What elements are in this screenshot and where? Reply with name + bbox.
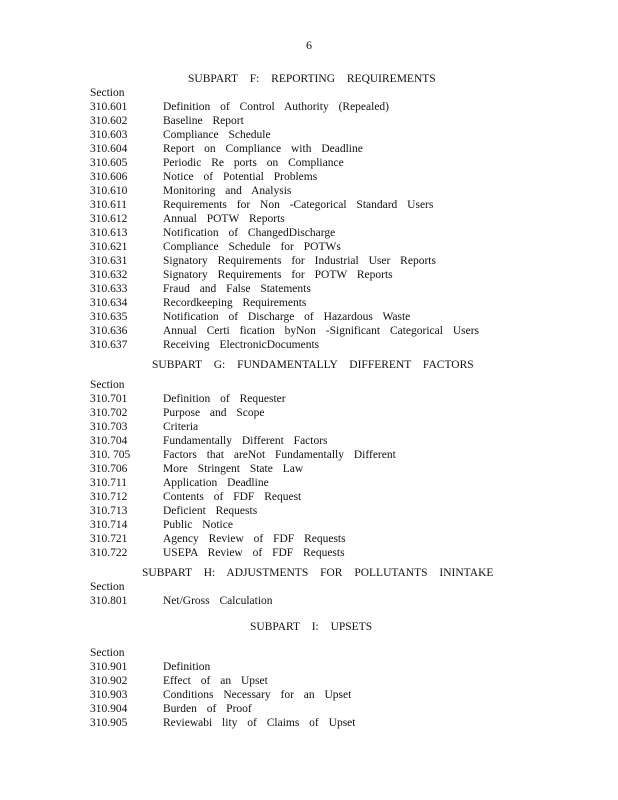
toc-entry	[90, 198, 510, 212]
section-title: Annual Certi fication byNon -Significant Categorical Users	[163, 325, 480, 337]
section-title: Application Deadline	[163, 477, 269, 489]
section-number: 310.611	[90, 199, 127, 211]
toc-entry	[90, 282, 510, 296]
toc-entry	[90, 254, 510, 268]
section-title: Notification of ChangedDischarge	[163, 227, 336, 239]
section-label: Section	[90, 647, 125, 659]
toc-entry	[90, 184, 510, 198]
section-label: Section	[90, 379, 125, 391]
subpart-heading: SUBPART H: ADJUSTMENTS FOR POLLUTANTS ININTAKE	[142, 567, 494, 579]
toc-entry	[90, 702, 510, 716]
section-title: Receiving ElectronicDocuments	[163, 339, 320, 351]
subpart-heading: SUBPART F: REPORTING REQUIREMENTS	[188, 73, 436, 85]
section-title: Definition of Control Authority (Repealed)	[163, 101, 390, 113]
section-number: 310.602	[90, 115, 128, 127]
section-number: 310.633	[90, 283, 128, 295]
toc-entry	[90, 462, 510, 476]
toc-entry	[90, 268, 510, 282]
toc-entry	[90, 674, 510, 688]
section-number: 310.902	[90, 675, 128, 687]
toc-entry	[90, 532, 510, 546]
toc-entry	[90, 240, 510, 254]
toc-entry	[90, 114, 510, 128]
toc-entry	[90, 156, 510, 170]
section-number: 310.621	[90, 241, 128, 253]
toc-entry	[90, 434, 510, 448]
section-number: 310.612	[90, 213, 128, 225]
page-number: 6	[306, 38, 312, 52]
toc-entry	[90, 688, 510, 702]
section-title: Criteria	[163, 421, 199, 433]
section-number: 310.604	[90, 143, 128, 155]
section-number: 310.903	[90, 689, 128, 701]
section-number: 310.603	[90, 129, 128, 141]
section-number: 310.711	[90, 477, 127, 489]
section-title: Monitoring and Analysis	[163, 185, 292, 197]
toc-entry	[90, 392, 510, 406]
section-title: USEPA Review of FDF Requests	[163, 547, 345, 559]
section-number: 310.703	[90, 421, 128, 433]
section-number: 310. 705	[90, 449, 131, 461]
section-title: Conditions Necessary for an Upset	[163, 689, 352, 701]
subpart-heading: SUBPART I: UPSETS	[250, 621, 373, 633]
section-number: 310.702	[90, 407, 128, 419]
section-number: 310.722	[90, 547, 128, 559]
subpart-g	[90, 352, 510, 560]
toc-entry	[90, 142, 510, 156]
section-title: Signatory Requirements for Industrial User Reports	[163, 255, 436, 267]
section-title: Purpose and Scope	[163, 407, 265, 419]
section-number: 310.704	[90, 435, 128, 447]
toc-entry	[90, 490, 510, 504]
toc-entry	[90, 100, 510, 114]
section-number: 310.801	[90, 595, 128, 607]
section-number: 310.713	[90, 505, 128, 517]
section-title: Recordkeeping Requirements	[163, 297, 307, 309]
section-number: 310.712	[90, 491, 128, 503]
section-number: 310.632	[90, 269, 128, 281]
section-number: 310.637	[90, 339, 128, 351]
section-title: Signatory Requirements for POTW Reports	[163, 269, 393, 281]
section-label: Section	[90, 581, 125, 593]
toc-entry	[90, 504, 510, 518]
section-title: Report on Compliance with Deadline	[163, 143, 363, 155]
section-title: Deficient Requests	[163, 505, 258, 517]
section-number: 310.721	[90, 533, 128, 545]
toc-entry	[90, 296, 510, 310]
section-title: Contents of FDF Request	[163, 491, 302, 503]
toc-entry	[90, 420, 510, 434]
toc-entry	[90, 128, 510, 142]
toc-entry	[90, 546, 510, 560]
section-title: More Stringent State Law	[163, 463, 304, 475]
section-number: 310.635	[90, 311, 128, 323]
toc-entry	[90, 406, 510, 420]
section-number: 310.613	[90, 227, 128, 239]
section-number: 310.601	[90, 101, 128, 113]
section-title: Net/Gross Calculation	[163, 595, 273, 607]
section-title: Public Notice	[163, 519, 233, 531]
toc-entry	[90, 324, 510, 338]
toc-entry	[90, 518, 510, 532]
toc-entry	[90, 338, 510, 352]
entry-list	[90, 594, 510, 608]
section-number: 310.706	[90, 463, 128, 475]
section-number: 310.631	[90, 255, 128, 267]
section-title: Agency Review of FDF Requests	[163, 533, 346, 545]
section-title: Reviewabi lity of Claims of Upset	[163, 717, 356, 729]
section-number: 310.606	[90, 171, 128, 183]
subpart-i	[90, 608, 510, 730]
section-title: Baseline Report	[163, 115, 244, 127]
section-title: Definition	[163, 661, 211, 673]
section-title: Notification of Discharge of Hazardous Waste	[163, 311, 411, 323]
section-title: Compliance Schedule for POTWs	[163, 241, 341, 253]
toc-entry	[90, 226, 510, 240]
toc-entry	[90, 212, 510, 226]
section-title: Effect of an Upset	[163, 675, 268, 687]
entry-list	[90, 100, 510, 352]
section-label: Section	[90, 87, 125, 99]
section-number: 310.605	[90, 157, 128, 169]
section-title: Fundamentally Different Factors	[163, 435, 328, 447]
entry-list	[90, 660, 510, 730]
section-number: 310.901	[90, 661, 128, 673]
section-title: Notice of Potential Problems	[163, 171, 318, 183]
subpart-heading: SUBPART G: FUNDAMENTALLY DIFFERENT FACTORS	[152, 359, 474, 371]
section-number: 310.634	[90, 297, 128, 309]
section-title: Annual POTW Reports	[163, 213, 285, 225]
section-number: 310.701	[90, 393, 128, 405]
section-title: Periodic Re ports on Compliance	[163, 157, 344, 169]
section-title: Definition of Requester	[163, 393, 286, 405]
section-title: Factors that areNot Fundamentally Different	[163, 449, 396, 461]
toc-entry	[90, 170, 510, 184]
subpart-h	[90, 560, 510, 608]
entry-list	[90, 392, 510, 560]
section-number: 310.610	[90, 185, 128, 197]
section-title: Requirements for Non -Categorical Standard Users	[163, 199, 434, 211]
toc-entry	[90, 660, 510, 674]
toc-entry	[90, 476, 510, 490]
toc-entry	[90, 310, 510, 324]
section-title: Compliance Schedule	[163, 129, 271, 141]
section-number: 310.904	[90, 703, 128, 715]
toc-entry	[90, 448, 510, 462]
section-title: Burden of Proof	[163, 703, 252, 715]
toc-entry	[90, 716, 510, 730]
section-title: Fraud and False Statements	[163, 283, 311, 295]
table-of-contents	[90, 72, 510, 730]
section-number: 310.636	[90, 325, 128, 337]
toc-entry	[90, 594, 510, 608]
section-number: 310.714	[90, 519, 128, 531]
subpart-f	[90, 72, 510, 352]
section-number: 310.905	[90, 717, 128, 729]
